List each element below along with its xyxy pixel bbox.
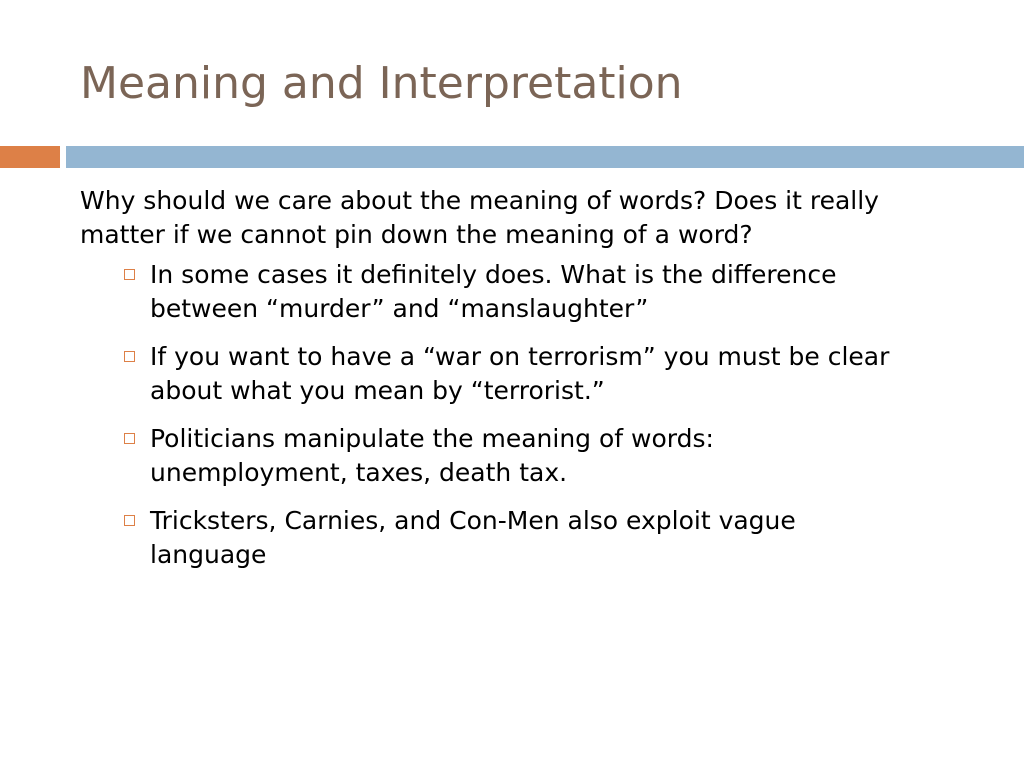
square-bullet-icon bbox=[124, 351, 135, 362]
bullet-list bbox=[80, 258, 980, 572]
slide-title: Meaning and Interpretation bbox=[80, 58, 683, 109]
bullet-text: Politicians manipulate the meaning of words: unemployment, taxes, death tax. bbox=[150, 424, 714, 487]
accent-bar-orange bbox=[0, 146, 60, 168]
slide-body bbox=[80, 184, 980, 586]
intro-paragraph: Why should we care about the meaning of words? Does it really matter if we cannot pin down the meaning of a word? bbox=[80, 186, 879, 249]
bullet-text: In some cases it definitely does. What is the difference between “murder” and “manslaughter” bbox=[150, 260, 837, 323]
bullet-item bbox=[80, 422, 910, 490]
bullet-text: Tricksters, Carnies, and Con-Men also exploit vague language bbox=[150, 506, 796, 569]
square-bullet-icon bbox=[124, 269, 135, 280]
accent-bar-blue bbox=[66, 146, 1024, 168]
bullet-item bbox=[80, 504, 910, 572]
bullet-item bbox=[80, 340, 910, 408]
square-bullet-icon bbox=[124, 515, 135, 526]
square-bullet-icon bbox=[124, 433, 135, 444]
bullet-text: If you want to have a “war on terrorism” you must be clear about what you mean by “terrorist.” bbox=[150, 342, 890, 405]
bullet-item bbox=[80, 258, 910, 326]
